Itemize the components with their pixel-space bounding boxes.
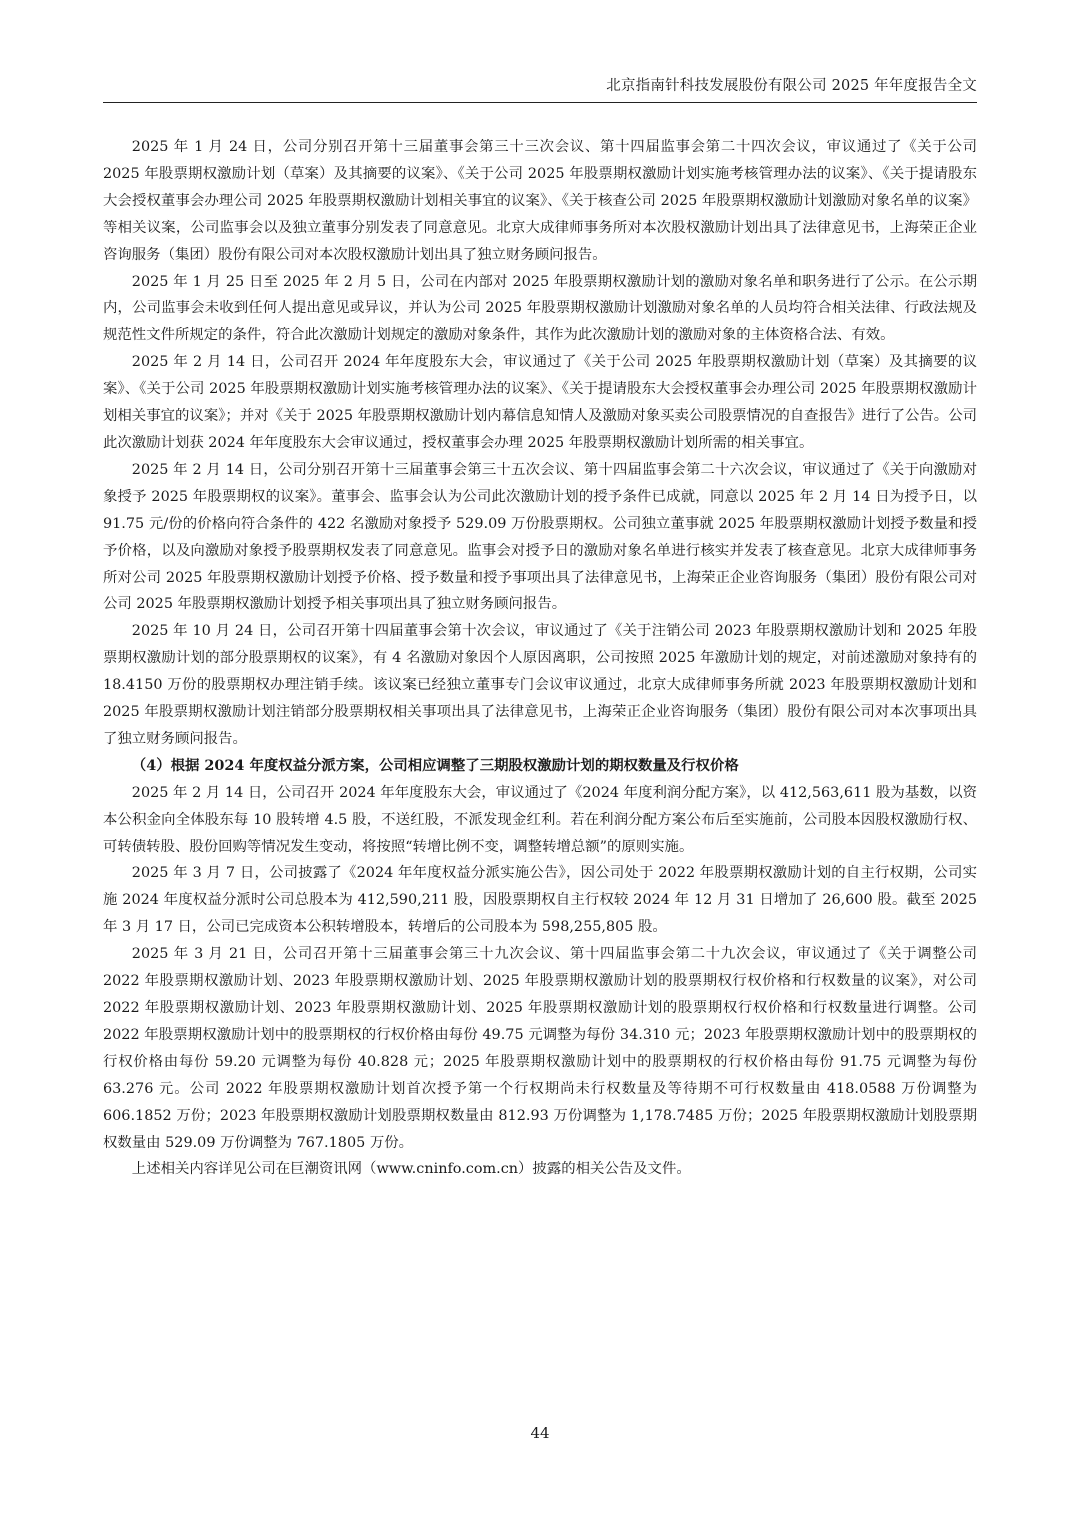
section-heading: （4）根据 2024 年度权益分派方案，公司相应调整了三期股权激励计划的期权数量及行权价格 <box>131 756 739 774</box>
paragraph: 2025 年 2 月 14 日，公司分别召开第十三届董事会第三十五次会议、第十四届监事会第二十六次会议，审议通过了《关于向激励对象授予 2025 年股票期权的议案》。董事会、监事会认为公司此次激励计划的授予条件已成就，同意以 2025 年 2 月 14 日为授予日，以 91.75 元/份的价格向符合条件的 422 名激励对象授予 529.09 万份股票期权。公司独立董事就 2025 年股票期权激励计划授予数量和授予价格，以及向激励对象授予股票期权发表了同意意见。监事会对授予日的激励对象名单进行核实并发表了核查意见。北京大成律师事务所对公司 2025 年股票期权激励计划授予价格、授予数量和授予事项出具了法律意见书，上海荣正企业咨询服务（集团）股份有限公司对公司 2025 年股票期权激励计划授予相关事项出具了独立财务顾问报告。 <box>103 461 977 613</box>
page-number: 44 <box>530 1424 550 1442</box>
document-body <box>103 134 977 1183</box>
paragraph: 2025 年 3 月 7 日，公司披露了《2024 年年度权益分派实施公告》，因公司处于 2022 年股票期权激励计划的自主行权期，公司实施 2024 年度权益分派时公司总股本为 412,590,211 股，因股票期权自主行权较 2024 年 12 月 31 日增加了 26,600 股。截至 2025 年 3 月 17 日，公司已完成资本公积转增股本，转增后的公司股本为 598,255,805 股。 <box>103 865 977 936</box>
paragraph: 上述相关内容详见公司在巨潮资讯网（www.cninfo.com.cn）披露的相关公告及文件。 <box>131 1161 691 1178</box>
paragraph: 2025 年 1 月 24 日，公司分别召开第十三届董事会第三十三次会议、第十四届监事会第二十四次会议，审议通过了《关于公司 2025 年股票期权激励计划（草案）及其摘要的议案》、《关于公司 2025 年股票期权激励计划实施考核管理办法的议案》、《关于提请股东大会授权董事会办理公司 2025 年股票期权激励计划相关事宜的议案》、《关于核查公司 2025 年股票期权激励计划激励对象名单的议案》等相关议案，公司监事会以及独立董事分别发表了同意意见。北京大成律师事务所对本次股权激励计划出具了法律意见书，上海荣正企业咨询服务（集团）股份有限公司对本次股权激励计划出具了独立财务顾问报告。 <box>103 139 977 263</box>
running-header <box>103 76 977 103</box>
paragraph: 2025 年 3 月 21 日，公司召开第十三届董事会第三十九次会议、第十四届监事会第二十九次会议，审议通过了《关于调整公司 2022 年股票期权激励计划、2023 年股票期权激励计划、2025 年股票期权激励计划的股票期权行权价格和行权数量的议案》，对公司 2022 年股票期权激励计划、2023 年股票期权激励计划、2025 年股票期权激励计划的股票期权行权价格和行权数量进行调整。公司 2022 年股票期权激励计划中的股票期权的行权价格由每份 49.75 元调整为每份 34.310 元；2023 年股票期权激励计划中的股票期权的行权价格由每份 59.20 元调整为每份 40.828 元；2025 年股票期权激励计划中的股票期权的行权价格由每份 91.75 元调整为每份 63.276 元。公司 2022 年股票期权激励计划首次授予第一个行权期尚未行权数量及等待期不可行权数量由 418.0588 万份调整为 606.1852 万份；2023 年股票期权激励计划股票期权数量由 812.93 万份调整为 1,178.7485 万份；2025 年股票期权激励计划股票期权数量由 529.09 万份调整为 767.1805 万份。 <box>103 946 977 1151</box>
paragraph: 2025 年 1 月 25 日至 2025 年 2 月 5 日，公司在内部对 2025 年股票期权激励计划的激励对象名单和职务进行了公示。在公示期内，公司监事会未收到任何人提出意见或异议，并认为公司 2025 年股票期权激励计划激励对象名单的人员均符合相关法律、行政法规及规范性文件所规定的条件，符合此次激励计划规定的激励对象条件，其作为此次激励计划的激励对象的主体资格合法、有效。 <box>103 273 977 344</box>
paragraph: 2025 年 2 月 14 日，公司召开 2024 年年度股东大会，审议通过了《2024 年度利润分配方案》，以 412,563,611 股为基数，以资本公积金向全体股东每 10 股转增 4.5 股，不送红股，不派发现金红利。若在利润分配方案公布后至实施前，公司股本因股权激励行权、可转债转股、股份回购等情况发生变动，将按照“转增比例不变，调整转增总额”的原则实施。 <box>103 784 977 855</box>
report-title: 北京指南针科技发展股份有限公司 2025 年年度报告全文 <box>606 78 977 94</box>
paragraph: 2025 年 2 月 14 日，公司召开 2024 年年度股东大会，审议通过了《关于公司 2025 年股票期权激励计划（草案）及其摘要的议案》、《关于公司 2025 年股票期权激励计划实施考核管理办法的议案》、《关于提请股东大会授权董事会办理公司 2025 年股票期权激励计划相关事宜的议案》；并对《关于 2025 年股票期权激励计划内幕信息知情人及激励对象买卖公司股票情况的自查报告》进行了公告。公司此次激励计划获 2024 年年度股东大会审议通过，授权董事会办理 2025 年股票期权激励计划所需的相关事宜。 <box>103 354 977 451</box>
paragraph: 2025 年 10 月 24 日，公司召开第十四届董事会第十次会议，审议通过了《关于注销公司 2023 年股票期权激励计划和 2025 年股票期权激励计划的部分股票期权的议案》，有 4 名激励对象因个人原因离职，公司按照 2025 年激励计划的规定，对前述激励对象持有的 18.4150 万份的股票期权办理注销手续。该议案已经独立董事专门会议审议通过，北京大成律师事务所就 2023 年股票期权激励计划和 2025 年股票期权激励计划注销部分股票期权相关事项出具了法律意见书，上海荣正企业咨询服务（集团）股份有限公司对本次事项出具了独立财务顾问报告。 <box>103 623 977 747</box>
